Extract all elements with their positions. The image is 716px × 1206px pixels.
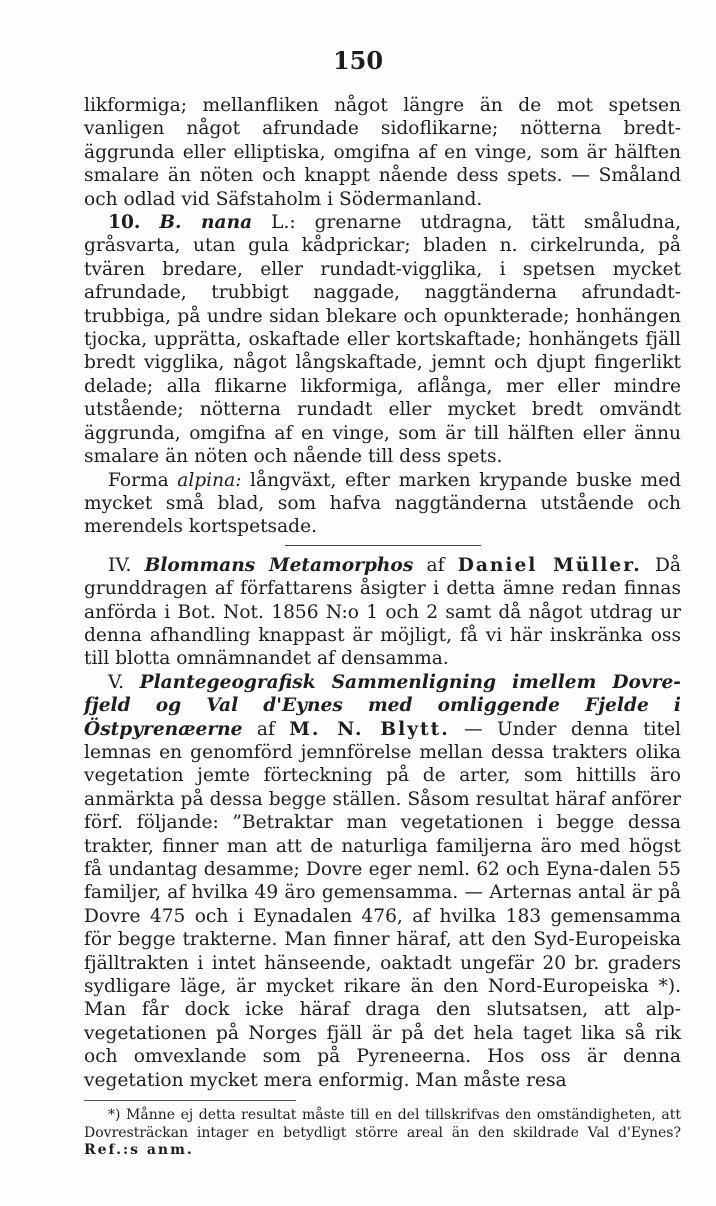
footnote [84, 1107, 681, 1160]
section-iv-title: Blommans Metamorphos [144, 554, 414, 576]
footnote-signature: Ref.:s anm. [84, 1142, 194, 1159]
section-10-number: 10. [108, 212, 141, 234]
section-v-author: M. N. Blytt. [289, 718, 450, 740]
section-10 [84, 211, 681, 468]
section-iv-author: Daniel Müller. [457, 554, 642, 576]
section-divider [285, 545, 481, 546]
section-iv-text: Då grunddragen af författarens åsigter i detta ämne redan finnas anförda i Bot. Not. 1856 N:o 1 och 2 samt då något utdrag ur denna afhandling knappast är möjligt, få vi här inskränka oss till blotta omnämnandet af densamma. [84, 554, 681, 670]
section-v-number: V. [108, 671, 125, 693]
footnote-text: *) Månne ej detta resultat måste till en del tillskrifvas den omständigheten, att Dovresträckan intager en betydligt större areal än den skildrade Val d'Eynes? [84, 1107, 681, 1141]
footnote-divider [84, 1100, 296, 1101]
section-v-by: af [256, 718, 275, 740]
section-iv-number: IV. [108, 554, 132, 576]
forma-name: alpina: [177, 469, 242, 491]
section-10-text: grenarne utdragna, tätt småludna, gråsvarta, utan gula kådprickar; bladen n. cirkelrunda, på tvären bredare, eller rundadt-vigglika, i spetsen mycket afrundade, trubbigt naggade, naggtänderna afrundadt-trubbiga, på undre sidan blekare och opunkterade; honhängen tjocka, upprätta, oskaftade eller kortskaftade; honhängets fjäll bredt vigglika, något långskaftade, jemnt och djupt fingerlikt delade; alla flikarne likformiga, aflånga, mer eller mindre utstående; nötterna rundadt eller mycket bredt omvändt äggrunda, omgifna af en vinge, som är till hälften eller ännu smalare än nöten och nående till dess spets. [84, 212, 681, 468]
section-10-author: L.: [271, 212, 296, 234]
section-10-name: B. nana [159, 212, 253, 234]
page-number: 150 [332, 46, 384, 75]
paragraph-continuation: likformiga; mellanfliken något längre än de mot spetsen vanligen något afrundade sidoflikarne; nötterna bredt-äggrunda eller elliptiska, omgifna af en vinge, som är hälften smalare än nöten och knappt nående dess spets. — Småland och odlad vid Säfstaholm i Södermanland. [84, 95, 681, 210]
forma-label: Forma [108, 469, 169, 491]
body-text [84, 94, 681, 1160]
forma-text: långväxt, efter marken krypande buske med mycket små blad, som hafva naggtänderna utstående och merendels kortspetsade. [84, 469, 682, 538]
section-v [84, 671, 681, 1092]
section-v-title: Plantegeografisk Sammenligning imellem Dovre-fjeld og Val d'Eynes med omliggende Fjelde i Östpyrenæerne [84, 671, 681, 740]
section-iv [84, 554, 681, 671]
forma-paragraph [84, 469, 681, 539]
section-iv-by: af [426, 554, 445, 576]
section-v-text: — Under denna titel lemnas en genomförd jemnförelse mellan dessa trakters olika vegetation jemte förteckning på de arter, som hittills äro anmärkta på dessa begge ställen. Såsom resultat häraf anförer förf. följande: ”Betraktar man vegetationen i begge dessa trakter, finner man att de naturliga familjerna äro med högst få undantag desamme; Dovre eger neml. 62 och Eyna-dalen 55 familjer, af hvilka 49 äro gemensamma. — Arternas antal är på Dovre 475 och i Eynadalen 476, af hvilka 183 gemensamma för begge trakterne. Man finner häraf, att den Syd-Europeiska fjälltrakten i intet hänseende, oaktadt ungefär 20 br. graders sydligare läge, är mycket rikare än den Nord-Europeiska *). Man får dock icke häraf draga den slutsatsen, att alp-vegetationen på Norges fjäll är på det hela taget lika så rik och omvexlande som på Pyreneerna. Hos oss är denna vegetation mycket mera enformig. Man måste resa [84, 718, 681, 1091]
